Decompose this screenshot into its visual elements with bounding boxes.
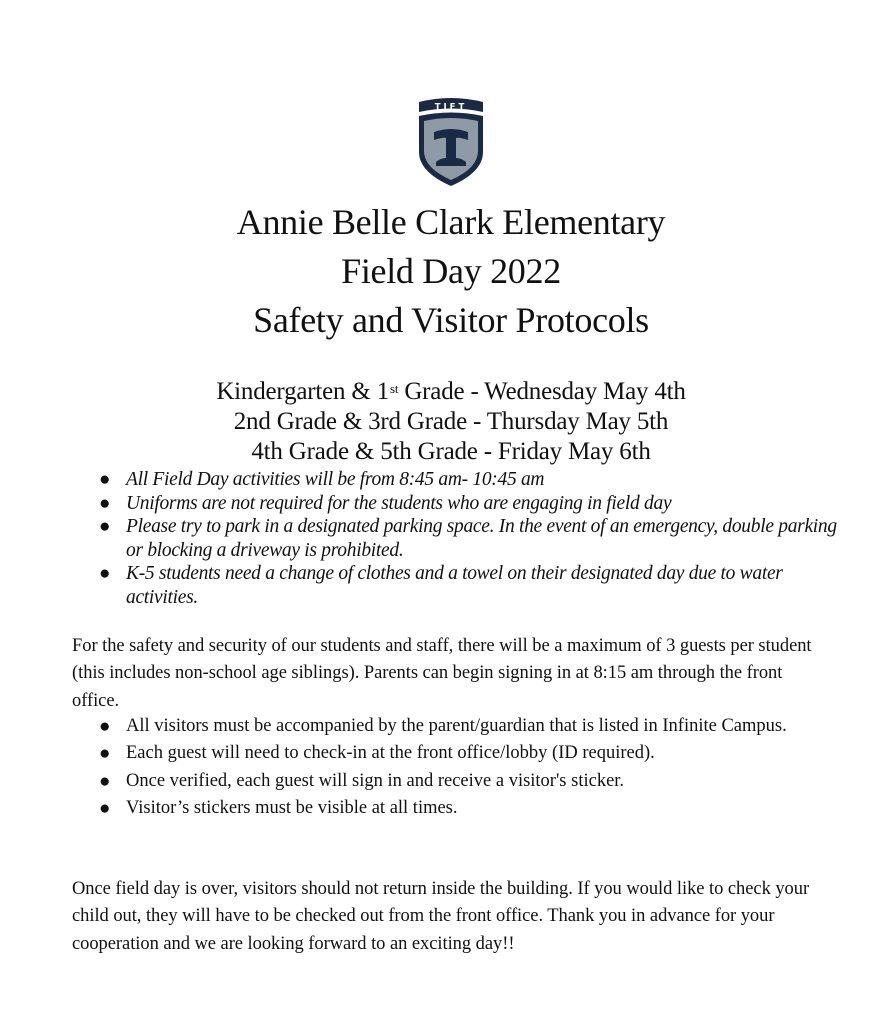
bullet-icon: ●: [99, 716, 111, 737]
bullet-icon: ●: [99, 492, 111, 514]
rule-item: ● All Field Day activities will be from 8:45 am- 10:45 am: [99, 469, 545, 490]
protocols-subtitle: Safety and Visitor Protocols: [253, 300, 649, 340]
schedule-line: 4th Grade & 5th Grade - Friday May 6th: [251, 438, 651, 465]
field-day-rules-list: [72, 468, 842, 609]
bullet-icon: ●: [99, 797, 111, 819]
bullet-icon: ●: [99, 563, 111, 584]
bullet-icon: ●: [99, 743, 111, 765]
schedule-line: Kindergarten & 1st Grade - Wednesday May 4th: [216, 378, 686, 405]
tift-shield-logo: [414, 94, 488, 188]
closing-paragraph: Once field day is over, visitors should not return inside the building. If you would like to check your child out, they will have to be checked out from the front office. Thank you in advance for your cooperation and we are looking forward to an exciting day!!: [72, 879, 810, 954]
visitor-rule-item: ● Visitor’s stickers must be visible at all times.: [72, 795, 802, 822]
rule-item: ● Uniforms are not required for the students who are engaging in field day: [99, 492, 672, 514]
bullet-icon: ●: [99, 770, 111, 792]
bullet-icon: ●: [99, 516, 111, 537]
event-title: Field Day 2022: [341, 251, 561, 291]
visitor-rule-item: ● Each guest will need to check-in at the front office/lobby (ID required).: [72, 740, 802, 767]
flyer-title-block: [0, 198, 896, 345]
rule-item: ● Please try to park in a designated parking space. In the event of an emergency, double parking or blocking a driveway is prohibited.: [99, 516, 837, 561]
logo-banner-text: TIFT: [434, 102, 468, 113]
visitor-rules-list: [72, 713, 802, 822]
grade-schedule: [0, 377, 896, 467]
visitor-policy-paragraph: For the safety and security of our students and staff, there will be a maximum of 3 guests per student (this includes non-school age siblings). Parents can begin signing in at 8:15 am through the front office.: [72, 636, 812, 711]
visitor-rule-item: ● All visitors must be accompanied by the parent/guardian that is listed in Infinite Campus.: [72, 713, 802, 740]
rule-item: ● K-5 students need a change of clothes and a towel on their designated day due to water activities.: [99, 563, 783, 608]
school-name: Annie Belle Clark Elementary: [236, 202, 666, 242]
schedule-line: 2nd Grade & 3rd Grade - Thursday May 5th: [233, 408, 669, 435]
visitor-rule-item: ● Once verified, each guest will sign in and receive a visitor's sticker.: [72, 768, 802, 795]
bullet-icon: ●: [99, 469, 111, 490]
